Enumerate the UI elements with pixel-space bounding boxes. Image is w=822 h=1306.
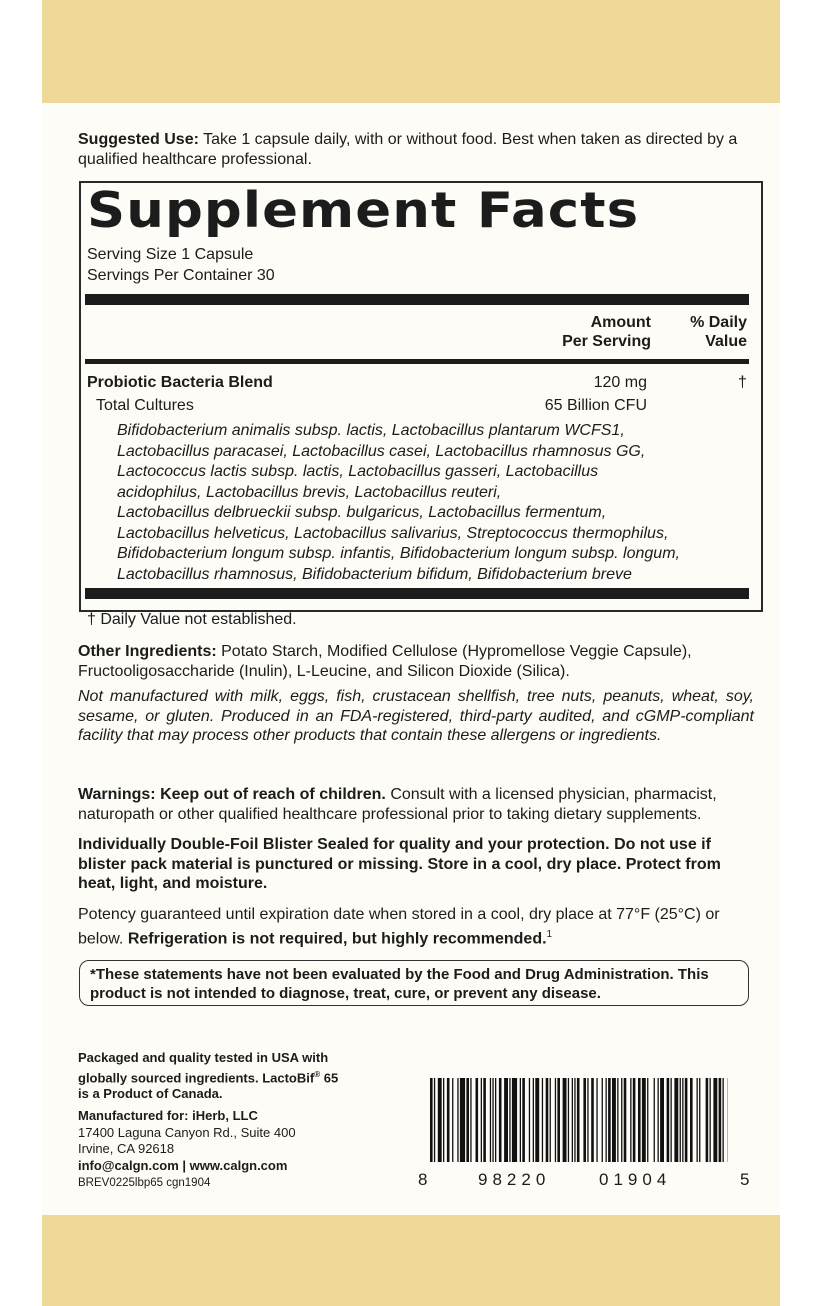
barcode-bar — [633, 1078, 636, 1162]
other-ingredients-text: Potato Starch, Modified Cellulose (Hypromellose Veggie Capsule), Fructooligosaccharide (Inulin), L-Leucine, and Silicon Dioxide (Silica). — [78, 643, 692, 680]
barcode-bar — [630, 1078, 631, 1162]
barcode-bar — [504, 1078, 508, 1162]
barcode-bar — [460, 1078, 465, 1162]
barcode-bar — [490, 1078, 491, 1162]
barcode-bar — [667, 1078, 670, 1162]
barcode-bar — [481, 1078, 482, 1162]
amount-per-serving-header: Amount Per Serving — [562, 314, 651, 350]
barcode-bar — [697, 1078, 698, 1162]
barcode-bar — [680, 1078, 681, 1162]
barcode-bar — [520, 1078, 521, 1162]
warnings-text: Consult with a licensed physician, pharmacist, naturopath or other qualified healthcare professional prior to taking dietary supplements. — [78, 786, 717, 823]
barcode — [430, 1078, 728, 1162]
barcode-bar — [723, 1078, 724, 1162]
blend-amount: 120 mg — [593, 374, 647, 391]
suggested-use-text: Take 1 capsule daily, with or without food. Best when taken as directed by a qualified healthcare professional. — [78, 131, 738, 168]
barcode-left-digits: 98220 — [478, 1170, 551, 1189]
barcode-bar — [671, 1078, 672, 1162]
manufacturer-city: Irvine, CA 92618 — [78, 1141, 175, 1156]
barcode-bar — [452, 1078, 453, 1162]
strain-line: Lactobacillus delbrueckii subsp. bulgaricus, Lactobacillus fermentum, — [117, 504, 607, 521]
barcode-bar — [542, 1078, 543, 1162]
warnings — [78, 785, 754, 824]
strain-line: acidophilus, Lactobacillus brevis, Lactobacillus reuteri, — [117, 483, 502, 501]
strain-line: Lactobacillus helveticus, Lactobacillus salivarius, Streptococcus thermophilus, — [117, 524, 669, 542]
barcode-bar — [447, 1078, 450, 1162]
barcode-bar — [434, 1078, 435, 1162]
barcode-bar — [495, 1078, 496, 1162]
barcode-bar — [572, 1078, 573, 1162]
barcode-bar — [617, 1078, 618, 1162]
lot-code: BREV0225lbp65 cgn1904 — [78, 1177, 211, 1189]
strain-list — [117, 421, 737, 585]
barcode-bar — [438, 1078, 442, 1162]
manufacturer-name: Manufactured for: iHerb, LLC — [78, 1108, 258, 1123]
barcode-bar — [660, 1078, 664, 1162]
barcode-bar — [596, 1078, 597, 1162]
supplement-facts-panel — [79, 181, 763, 628]
barcode-bar — [647, 1078, 648, 1162]
barcode-bar — [557, 1078, 560, 1162]
barcode-bar — [574, 1078, 575, 1162]
barcode-bar — [512, 1078, 517, 1162]
manufacturer-address: 17400 Laguna Canyon Rd., Suite 400 — [78, 1124, 296, 1140]
barcode-bar — [563, 1078, 567, 1162]
warnings-label: Warnings: Keep out of reach of children. — [78, 786, 386, 803]
barcode-bar — [624, 1078, 627, 1162]
barcode-bar — [546, 1078, 549, 1162]
barcode-bar — [710, 1078, 711, 1162]
total-cultures-name: Total Cultures — [96, 397, 194, 414]
suggested-use-label: Suggested Use: — [78, 131, 199, 148]
barcode-bar — [457, 1078, 458, 1162]
barcode-first-digit: 8 — [418, 1170, 429, 1189]
barcode-bar — [602, 1078, 603, 1162]
blend-daily-value: † — [738, 374, 747, 391]
strain-line: Bifidobacterium longum subsp. infantis, Bifidobacterium longum subsp. longum, — [117, 545, 680, 562]
barcode-bar — [658, 1078, 659, 1162]
daily-value-header: % Daily Value — [690, 314, 747, 350]
barcode-bar — [529, 1078, 530, 1162]
barcode-bar — [638, 1078, 641, 1162]
thick-divider — [85, 294, 749, 305]
manufacturer-contact: info@calgn.com | www.calgn.com — [78, 1157, 288, 1173]
medium-divider — [85, 359, 749, 364]
blister-statement: Individually Double-Foil Blister Sealed for quality and your protection. Do not use if blister pack material is punctured or missing. Store in a cool, dry place. Protect from heat, light, and moisture. — [78, 836, 721, 892]
potency-statement — [78, 905, 754, 948]
serving-size: Serving Size 1 Capsule — [87, 246, 254, 263]
barcode-bar — [568, 1078, 569, 1162]
manufacturer-info — [78, 1108, 378, 1192]
barcode-bar — [612, 1078, 616, 1162]
barcode-bar — [642, 1078, 646, 1162]
strain-line: Bifidobacterium animalis subsp. lactis, Lactobacillus plantarum WCFS1, — [117, 422, 625, 439]
barcode-bar — [535, 1078, 539, 1162]
barcode-bar — [690, 1078, 693, 1162]
barcode-bar — [550, 1078, 551, 1162]
potency-text: Potency guaranteed until expiration date when stored in a cool, dry place at 77°F (25°C) or below. — [78, 906, 720, 947]
daily-value-footnote: † Daily Value not established. — [87, 611, 297, 628]
fda-disclaimer: *These statements have not been evaluated by the Food and Drug Administration. This product is not intended to diagnose, treat, cure, or prevent any disease. — [79, 960, 749, 1006]
barcode-bar — [583, 1078, 586, 1162]
allergen-statement: Not manufactured with milk, eggs, fish, crustacean shellfish, tree nuts, peanuts, wheat, soy, sesame, or gluten. Produced in an FDA-registered, third-party audited, and cGMP-compliant facility that may process other products that contain these allergens or ingredients. — [78, 688, 754, 744]
barcode-bar — [577, 1078, 580, 1162]
barcode-bar — [509, 1078, 510, 1162]
strain-line: Lactococcus lactis subsp. lactis, Lactobacillus gasseri, Lactobacillus — [117, 463, 599, 480]
barcode-bar — [606, 1078, 607, 1162]
origin-statement: Packaged and quality tested in USA with globally sourced ingredients. LactoBif® 65 is a Product of Canada. — [78, 1050, 339, 1102]
servings-per-container: Servings Per Container 30 — [87, 267, 275, 284]
barcode-bar — [608, 1078, 611, 1162]
barcode-bar — [443, 1078, 444, 1162]
strain-line: Lactobacillus rhamnosus, Bifidobacterium bifidum, Bifidobacterium breve — [117, 565, 632, 583]
other-ingredients — [78, 642, 754, 681]
barcode-bar — [621, 1078, 622, 1162]
barcode-bar — [654, 1078, 655, 1162]
barcode-bar — [682, 1078, 683, 1162]
barcode-bar — [470, 1078, 471, 1162]
footnote-marker: 1 — [546, 928, 553, 940]
barcode-bar — [713, 1078, 717, 1162]
suggested-use — [78, 130, 768, 170]
blend-name: Probiotic Bacteria Blend — [87, 374, 273, 391]
other-ingredients-label: Other Ingredients: — [78, 643, 217, 660]
barcode-bar — [719, 1078, 722, 1162]
barcode-bar — [587, 1078, 588, 1162]
barcode-bar — [533, 1078, 534, 1162]
refrigeration-note: Refrigeration is not required, but highly recommended. — [127, 929, 547, 947]
bottom-yellow-band — [42, 1215, 780, 1306]
barcode-bar — [499, 1078, 502, 1162]
barcode-bar — [674, 1078, 678, 1162]
bottom-thick-divider — [85, 588, 749, 599]
barcode-bar — [476, 1078, 479, 1162]
barcode-bar — [706, 1078, 709, 1162]
strain-line: Lactobacillus paracasei, Lactobacillus casei, Lactobacillus rhamnosus GG, — [117, 442, 646, 460]
barcode-bar — [685, 1078, 688, 1162]
barcode-bar — [522, 1078, 525, 1162]
barcode-bar — [466, 1078, 469, 1162]
barcode-bar — [492, 1078, 493, 1162]
barcode-bar — [555, 1078, 556, 1162]
barcode-bar — [430, 1078, 433, 1162]
top-yellow-band — [42, 0, 780, 103]
barcode-bar — [591, 1078, 594, 1162]
barcode-right-digits: 01904 — [599, 1170, 672, 1189]
total-cultures-amount: 65 Billion CFU — [544, 397, 647, 414]
barcode-check-digit: 5 — [740, 1170, 751, 1189]
supplement-facts-title: Supplement Facts — [87, 182, 640, 239]
barcode-bar — [699, 1078, 700, 1162]
barcode-bar — [483, 1078, 486, 1162]
